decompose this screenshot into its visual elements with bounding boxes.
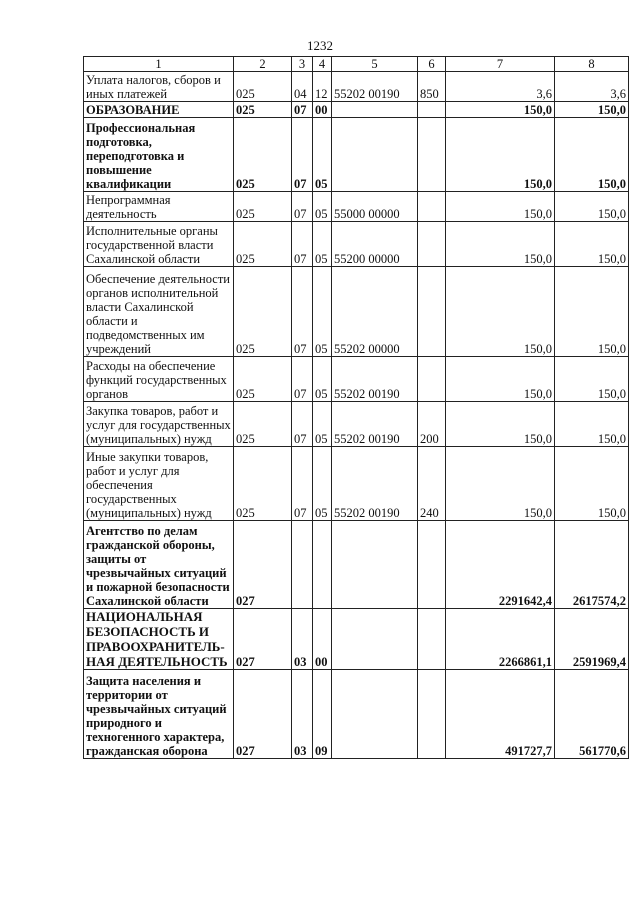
row-name-cell: Обеспечение деятельности органов исполнительной власти Сахалинской области и подведомственных им учреждений [84, 267, 234, 357]
target-article-cell: 55202 00190 [332, 447, 418, 521]
expense-type-cell [418, 118, 446, 192]
row-name-cell: Непрограммная деятельность [84, 192, 234, 222]
header-cell: 2 [234, 57, 292, 72]
target-article-cell [332, 521, 418, 609]
table-row [84, 102, 629, 118]
subsection-code-cell: 05 [313, 118, 332, 192]
amount-year1-cell: 150,0 [446, 192, 555, 222]
section-code-cell: 03 [292, 670, 313, 759]
amount-year2-cell: 150,0 [555, 402, 629, 447]
admin-code-cell: 025 [234, 72, 292, 102]
section-code-cell: 07 [292, 402, 313, 447]
amount-year2-cell: 150,0 [555, 267, 629, 357]
subsection-code-cell [313, 521, 332, 609]
amount-year1-cell: 150,0 [446, 357, 555, 402]
header-cell: 5 [332, 57, 418, 72]
admin-code-cell: 027 [234, 609, 292, 670]
target-article-cell [332, 118, 418, 192]
table-row [84, 192, 629, 222]
admin-code-cell: 025 [234, 118, 292, 192]
header-cell: 3 [292, 57, 313, 72]
expense-type-cell [418, 102, 446, 118]
row-name-cell: Защита населения и территории от чрезвычайных ситуаций природного и техногенного характера, гражданская оборона [84, 670, 234, 759]
table-row [84, 72, 629, 102]
admin-code-cell: 025 [234, 102, 292, 118]
expense-type-cell [418, 521, 446, 609]
amount-year2-cell: 150,0 [555, 102, 629, 118]
target-article-cell [332, 609, 418, 670]
table-row [84, 402, 629, 447]
amount-year1-cell: 150,0 [446, 447, 555, 521]
section-code-cell [292, 521, 313, 609]
section-code-cell: 07 [292, 118, 313, 192]
amount-year2-cell: 150,0 [555, 222, 629, 267]
admin-code-cell: 025 [234, 357, 292, 402]
row-name-cell: Профессиональная подготовка, переподготовка и повышение квалификации [84, 118, 234, 192]
admin-code-cell: 027 [234, 670, 292, 759]
amount-year2-cell: 2591969,4 [555, 609, 629, 670]
expense-type-cell: 200 [418, 402, 446, 447]
section-code-cell: 07 [292, 447, 313, 521]
header-cell: 7 [446, 57, 555, 72]
expense-type-cell [418, 609, 446, 670]
subsection-code-cell: 09 [313, 670, 332, 759]
amount-year2-cell: 150,0 [555, 447, 629, 521]
page-number: 1232 [307, 38, 333, 53]
admin-code-cell: 025 [234, 192, 292, 222]
section-code-cell: 07 [292, 222, 313, 267]
admin-code-cell: 027 [234, 521, 292, 609]
section-code-cell: 07 [292, 192, 313, 222]
target-article-cell: 55200 00000 [332, 222, 418, 267]
amount-year1-cell: 150,0 [446, 222, 555, 267]
table-row [84, 222, 629, 267]
target-article-cell: 55202 00190 [332, 357, 418, 402]
amount-year1-cell: 2291642,4 [446, 521, 555, 609]
target-article-cell [332, 670, 418, 759]
section-code-cell: 07 [292, 102, 313, 118]
header-row [84, 57, 629, 72]
target-article-cell: 55202 00190 [332, 72, 418, 102]
table-row [84, 447, 629, 521]
target-article-cell: 55202 00000 [332, 267, 418, 357]
amount-year1-cell: 2266861,1 [446, 609, 555, 670]
subsection-code-cell: 12 [313, 72, 332, 102]
row-name-cell: НАЦИОНАЛЬНАЯ БЕЗОПАСНОСТЬ И ПРАВООХРАНИТЕЛЬ-НАЯ ДЕЯТЕЛЬНОСТЬ [84, 609, 234, 670]
row-name-cell: Исполнительные органы государственной власти Сахалинской области [84, 222, 234, 267]
row-name-cell: Иные закупки товаров, работ и услуг для обеспечения государственных (муниципальных) нужд [84, 447, 234, 521]
table-row [84, 670, 629, 759]
row-name-cell: Расходы на обеспечение функций государственных органов [84, 357, 234, 402]
expense-type-cell [418, 222, 446, 267]
section-code-cell: 03 [292, 609, 313, 670]
amount-year2-cell: 150,0 [555, 118, 629, 192]
subsection-code-cell: 05 [313, 447, 332, 521]
amount-year1-cell: 150,0 [446, 118, 555, 192]
target-article-cell: 55000 00000 [332, 192, 418, 222]
row-name-cell: ОБРАЗОВАНИЕ [84, 102, 234, 118]
table-row [84, 609, 629, 670]
budget-table [83, 56, 629, 759]
row-name-cell: Закупка товаров, работ и услуг для государственных (муниципальных) нужд [84, 402, 234, 447]
amount-year1-cell: 491727,7 [446, 670, 555, 759]
amount-year1-cell: 3,6 [446, 72, 555, 102]
expense-type-cell [418, 670, 446, 759]
header-cell: 1 [84, 57, 234, 72]
expense-type-cell [418, 192, 446, 222]
amount-year1-cell: 150,0 [446, 102, 555, 118]
row-name-cell: Агентство по делам гражданской обороны, защиты от чрезвычайных ситуаций и пожарной безопасности Сахалинской области [84, 521, 234, 609]
expense-type-cell: 850 [418, 72, 446, 102]
amount-year2-cell: 3,6 [555, 72, 629, 102]
table-row [84, 357, 629, 402]
amount-year2-cell: 2617574,2 [555, 521, 629, 609]
amount-year1-cell: 150,0 [446, 267, 555, 357]
subsection-code-cell: 05 [313, 192, 332, 222]
subsection-code-cell: 05 [313, 267, 332, 357]
subsection-code-cell: 00 [313, 609, 332, 670]
table-row [84, 267, 629, 357]
expense-type-cell: 240 [418, 447, 446, 521]
header-cell: 6 [418, 57, 446, 72]
amount-year1-cell: 150,0 [446, 402, 555, 447]
admin-code-cell: 025 [234, 447, 292, 521]
subsection-code-cell: 05 [313, 222, 332, 267]
target-article-cell: 55202 00190 [332, 402, 418, 447]
expense-type-cell [418, 267, 446, 357]
header-cell: 4 [313, 57, 332, 72]
table-row [84, 118, 629, 192]
row-name-cell: Уплата налогов, сборов и иных платежей [84, 72, 234, 102]
amount-year2-cell: 150,0 [555, 192, 629, 222]
amount-year2-cell: 561770,6 [555, 670, 629, 759]
section-code-cell: 04 [292, 72, 313, 102]
section-code-cell: 07 [292, 267, 313, 357]
target-article-cell [332, 102, 418, 118]
header-cell: 8 [555, 57, 629, 72]
amount-year2-cell: 150,0 [555, 357, 629, 402]
admin-code-cell: 025 [234, 402, 292, 447]
subsection-code-cell: 05 [313, 357, 332, 402]
section-code-cell: 07 [292, 357, 313, 402]
subsection-code-cell: 00 [313, 102, 332, 118]
admin-code-cell: 025 [234, 267, 292, 357]
admin-code-cell: 025 [234, 222, 292, 267]
table-row [84, 521, 629, 609]
expense-type-cell [418, 357, 446, 402]
subsection-code-cell: 05 [313, 402, 332, 447]
